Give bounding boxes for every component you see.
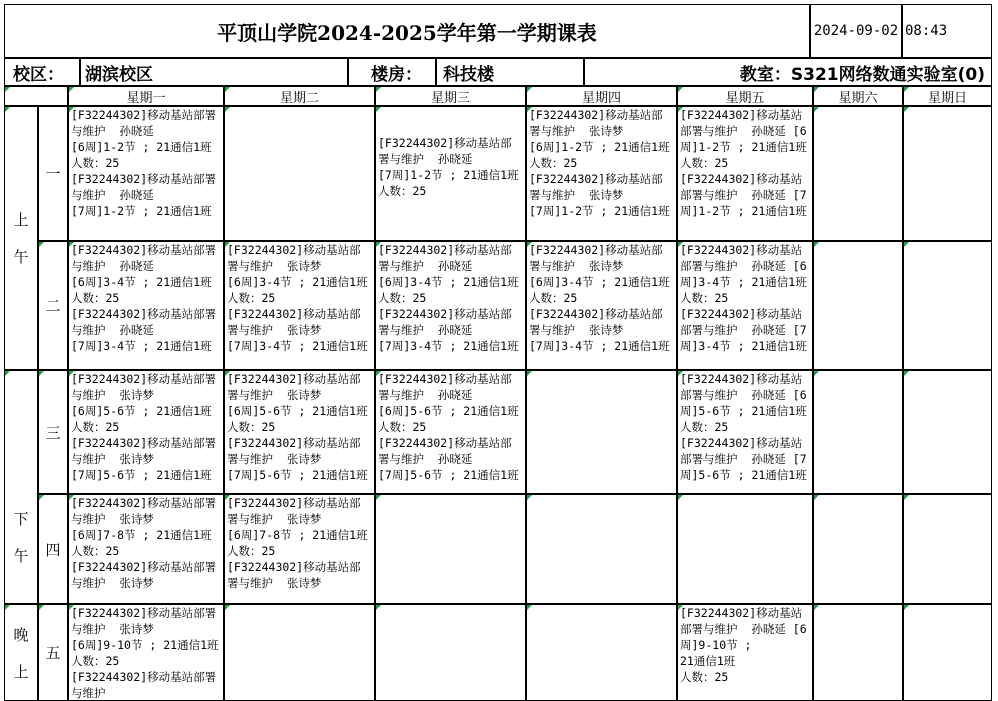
course-cell[interactable] (526, 106, 677, 241)
slot-label-5 (38, 604, 68, 701)
room-label: 教室： (739, 64, 791, 85)
slot-label-4 (38, 494, 68, 604)
course-text: [F32244302]移动基站部署与维护 孙晓延 [6周]5-6节 ; 21通信1班 人数：25 [F32244302]移动基站部署与维护 孙晓延 [7周]5-6节 ; 21通信1班 (680, 372, 807, 482)
course-text: [F32244302]移动基站部署与维护 孙晓延 [6周]5-6节 ; 21通信1班 人数：25 [F32244302]移动基站部署与维护 孙晓延 [7周]5-6节 ; 21通信1班 (378, 372, 519, 482)
period-char: 下 (13, 510, 29, 528)
day-label: 星期三 (430, 90, 470, 106)
course-text: [F32244302]移动基站部署与维护 张诗梦 [6周]1-2节 ; 21通信1班 人数：25 [F32244302]移动基站部署与维护 张诗梦 [7周]1-2节 ; 21通信1班 (529, 108, 670, 218)
page-title: 平顶山学院2024-2025学年第一学期课表 (4, 4, 810, 58)
period-char: 午 (13, 547, 29, 565)
course-text: [F32244302]移动基站部署与维护 孙晓延 [6周]3-4节 ; 21通信1班 人数：25 [F32244302]移动基站部署与维护 孙晓延 [7周]3-4节 ; 21通信1班 (71, 243, 217, 353)
slot-text: 二 (45, 297, 61, 315)
course-cell[interactable] (903, 370, 992, 494)
day-label: 星期五 (725, 90, 765, 106)
course-cell[interactable] (68, 241, 224, 370)
day-label: 星期一 (126, 90, 166, 106)
print-date: 2024-09-02 (810, 4, 902, 58)
course-cell[interactable] (526, 494, 677, 604)
course-cell[interactable] (677, 241, 813, 370)
corner-header (4, 86, 68, 106)
course-text: [F32244302]移动基站部署与维护 张诗梦 [6周]5-6节 ; 21通信1班 人数：25 [F32244302]移动基站部署与维护 张诗梦 [7周]5-6节 ; 21通信1班 (71, 372, 217, 482)
course-text: [F32244302]移动基站部署与维护 孙晓延 [6周]1-2节 ; 21通信1班 人数：25 [F32244302]移动基站部署与维护 孙晓延 [7周]1-2节 ; 21通信1班 (71, 108, 217, 218)
day-header-thu (526, 86, 677, 106)
course-text: [F32244302]移动基站部署与维护 孙晓延 [6周]3-4节 ; 21通信1班 人数：25 [F32244302]移动基站部署与维护 孙晓延 [7周]3-4节 ; 21通信1班 (680, 243, 807, 353)
course-text: [F32244302]移动基站部署与维护 张诗梦 [6周]3-4节 ; 21通信1班 人数：25 [F32244302]移动基站部署与维护 张诗梦 [7周]3-4节 ; 21通信1班 (529, 243, 670, 353)
course-cell[interactable] (813, 370, 903, 494)
day-label: 星期六 (838, 90, 878, 106)
course-cell[interactable] (68, 494, 224, 604)
course-cell[interactable] (526, 604, 677, 701)
day-header-sat (813, 86, 903, 106)
course-cell[interactable] (224, 106, 375, 241)
slot-label-2 (38, 241, 68, 370)
course-cell[interactable] (903, 241, 992, 370)
course-cell[interactable] (224, 604, 375, 701)
course-cell[interactable] (903, 106, 992, 241)
course-cell[interactable] (375, 106, 526, 241)
room-info (584, 58, 992, 86)
day-header-tue (224, 86, 375, 106)
course-cell[interactable] (813, 604, 903, 701)
day-header-mon (68, 86, 224, 106)
course-text: [F32244302]移动基站部署与维护 孙晓延 [6周]3-4节 ; 21通信1班 人数：25 [F32244302]移动基站部署与维护 孙晓延 [7周]3-4节 ; 21通信1班 (378, 243, 519, 353)
slot-label-1 (38, 106, 68, 241)
building-label: 楼房： (348, 58, 436, 86)
day-label: 星期四 (581, 90, 621, 106)
slot-text: 四 (45, 540, 61, 559)
period-evening (4, 604, 38, 701)
course-cell[interactable] (813, 494, 903, 604)
course-cell[interactable] (813, 241, 903, 370)
building-value: 科技楼 (436, 58, 584, 86)
course-cell[interactable] (375, 370, 526, 494)
course-cell[interactable] (375, 494, 526, 604)
period-morning (4, 106, 38, 370)
course-cell[interactable] (68, 604, 224, 701)
day-header-wed (375, 86, 526, 106)
day-header-fri (677, 86, 813, 106)
course-text: [F32244302]移动基站部署与维护 孙晓延 [6周]1-2节 ; 21通信1班 人数：25 [F32244302]移动基站部署与维护 孙晓延 [7周]1-2节 ; 21通信1班 (680, 108, 807, 218)
course-cell[interactable] (903, 494, 992, 604)
course-cell[interactable] (677, 370, 813, 494)
course-cell[interactable] (677, 604, 813, 701)
course-cell[interactable] (903, 604, 992, 701)
period-char: 上 (13, 211, 29, 229)
course-text: [F32244302]移动基站部署与维护 孙晓延 [6周]9-10节 ; 21通信1班 人数：25 (680, 606, 807, 684)
campus-value: 湖滨校区 (80, 58, 348, 86)
course-cell[interactable] (224, 241, 375, 370)
period-afternoon (4, 370, 38, 604)
course-cell[interactable] (677, 106, 813, 241)
course-cell[interactable] (526, 241, 677, 370)
day-header-sun (903, 86, 992, 106)
period-char: 晚 (13, 625, 29, 644)
course-cell[interactable] (68, 370, 224, 494)
period-char: 午 (13, 248, 29, 266)
day-label: 星期日 (927, 90, 967, 106)
course-cell[interactable] (813, 106, 903, 241)
slot-text: 三 (45, 423, 61, 442)
print-time: 08:43 (902, 4, 992, 58)
campus-label: 校区： (4, 58, 80, 86)
course-text: [F32244302]移动基站部署与维护 张诗梦 [6周]9-10节 ; 21通信1班 人数：25 [F32244302]移动基站部署与维护 (71, 606, 219, 700)
slot-text: 一 (45, 165, 61, 183)
course-text: [F32244302]移动基站部署与维护 张诗梦 [6周]5-6节 ; 21通信1班 人数：25 [F32244302]移动基站部署与维护 张诗梦 [7周]5-6节 ; 21通信1班 (227, 372, 368, 482)
room-value: S321网络数通实验室(0) (790, 64, 985, 85)
course-cell[interactable] (375, 604, 526, 701)
course-cell[interactable] (68, 106, 224, 241)
course-text: [F32244302]移动基站部署与维护 孙晓延 [7周]1-2节 ; 21通信1班 人数：25 (378, 136, 519, 198)
course-text: [F32244302]移动基站部署与维护 张诗梦 [6周]7-8节 ; 21通信1班 人数：25 [F32244302]移动基站部署与维护 张诗梦 (227, 496, 368, 590)
course-text: [F32244302]移动基站部署与维护 张诗梦 [6周]7-8节 ; 21通信1班 人数：25 [F32244302]移动基站部署与维护 张诗梦 (71, 496, 217, 590)
day-label: 星期二 (279, 90, 319, 106)
slot-text: 五 (45, 644, 61, 662)
course-text: [F32244302]移动基站部署与维护 张诗梦 [6周]3-4节 ; 21通信1班 人数：25 [F32244302]移动基站部署与维护 张诗梦 [7周]3-4节 ; 21通信1班 (227, 243, 368, 353)
course-cell[interactable] (526, 370, 677, 494)
course-cell[interactable] (224, 370, 375, 494)
slot-label-3 (38, 370, 68, 494)
course-cell[interactable] (375, 241, 526, 370)
course-cell[interactable] (677, 494, 813, 604)
course-cell[interactable] (224, 494, 375, 604)
period-char: 上 (13, 662, 29, 681)
